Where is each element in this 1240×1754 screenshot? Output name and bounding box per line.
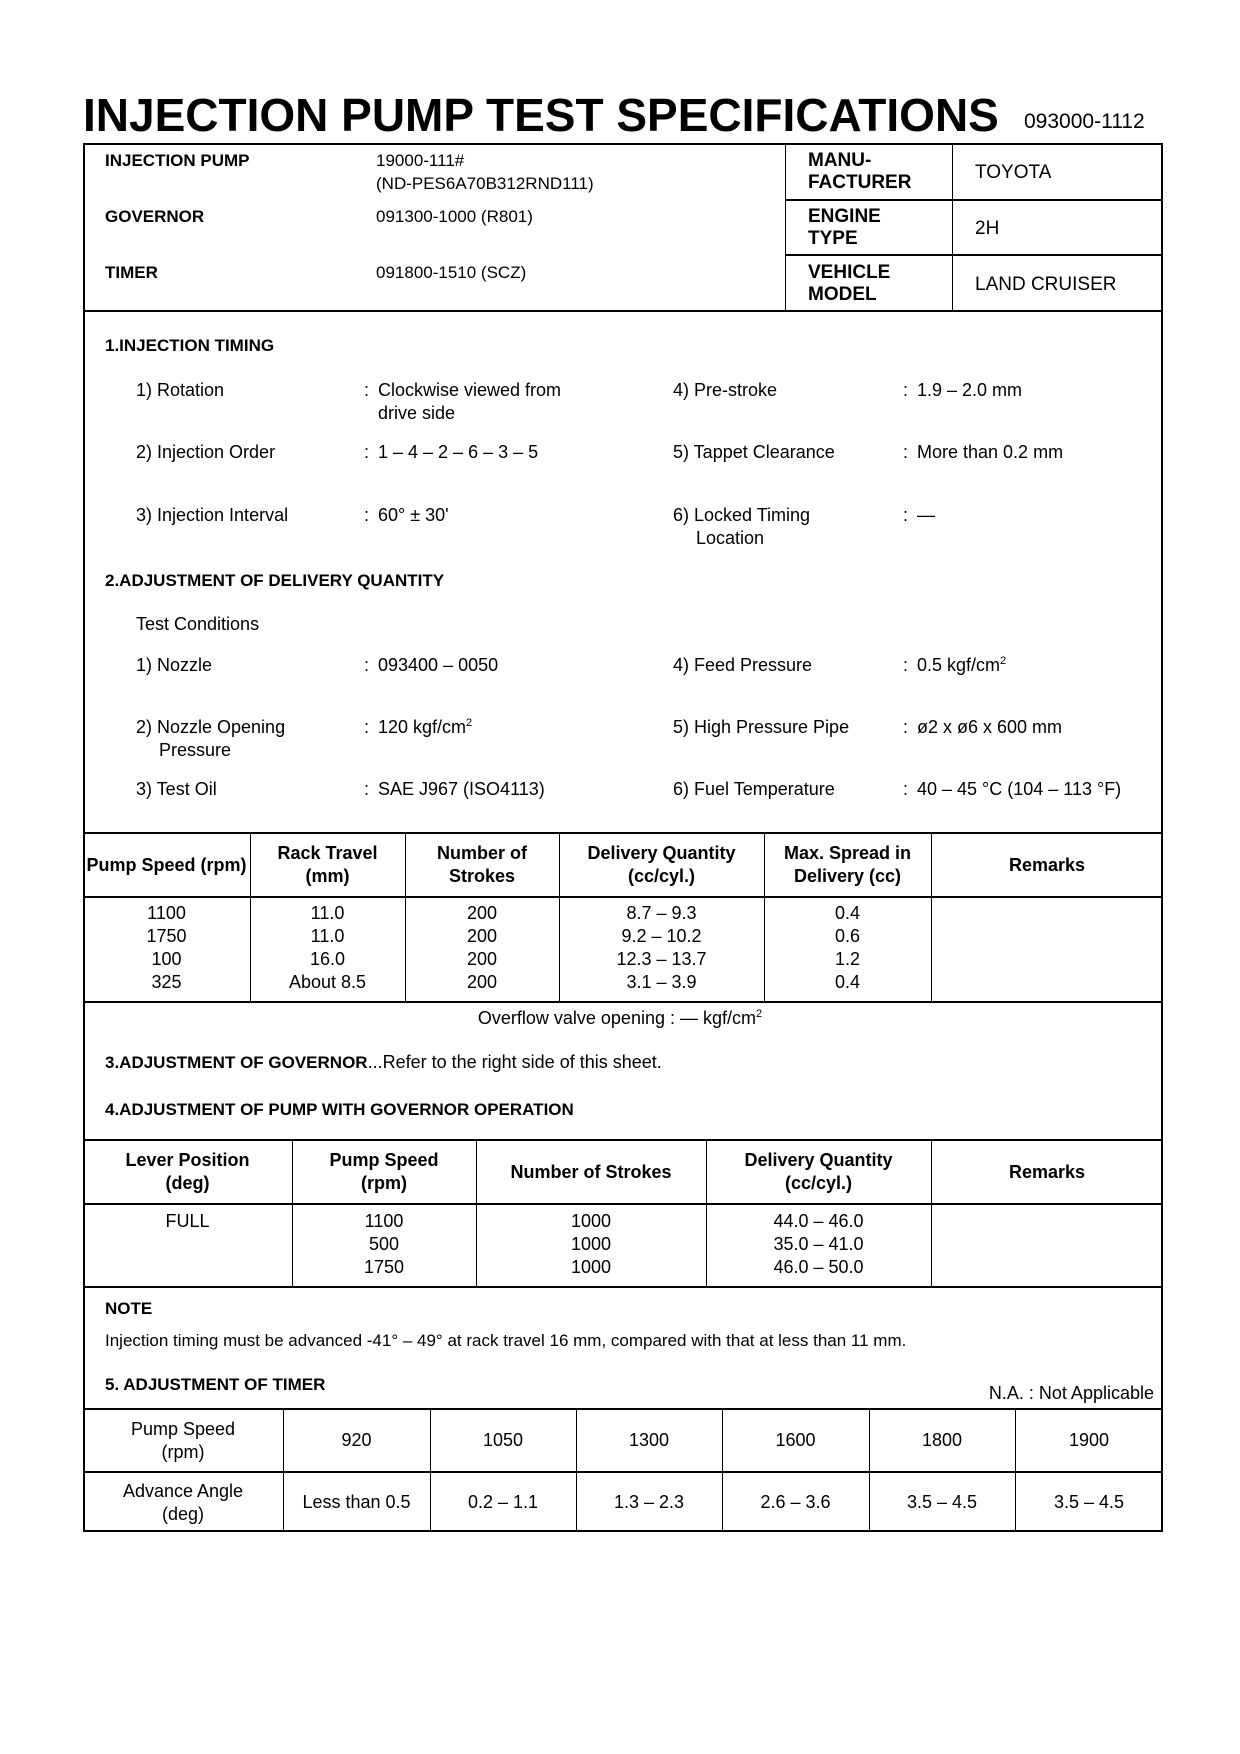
header-line: (cc/cyl.) <box>627 866 696 886</box>
table-cell: 11.0 <box>310 903 345 923</box>
table-cell: 1000 <box>570 1257 612 1277</box>
vehicle-label-line-2: MODEL <box>808 284 877 305</box>
opening-label-line-1: 2) Nozzle Opening <box>136 717 286 737</box>
manufacturer-label-line-1: MANU- <box>808 150 872 171</box>
timer-speed-cell: 1800 <box>921 1430 963 1450</box>
page-title: INJECTION PUMP TEST SPECIFICATIONS <box>83 89 999 141</box>
timer-angle-cell: 2.6 – 3.6 <box>760 1492 831 1512</box>
overflow-text: Overflow valve opening : — kgf/cm <box>477 1008 756 1028</box>
header-text: Pump Speed (rpm) <box>86 854 247 875</box>
section-5-heading: 5. ADJUSTMENT OF TIMER <box>105 1375 326 1394</box>
feed-colon: : <box>903 655 909 675</box>
order-value: 1 – 4 – 2 – 6 – 3 – 5 <box>378 442 539 462</box>
timer-angle-cell: 3.5 – 4.5 <box>1053 1492 1125 1512</box>
section-4-heading: 4.ADJUSTMENT OF PUMP WITH GOVERNOR OPERATION <box>105 1100 574 1119</box>
prestroke-value: 1.9 – 2.0 mm <box>917 380 1023 400</box>
opening-colon: : <box>364 717 370 737</box>
delivery-header-rack-travel <box>250 834 405 896</box>
info-row-line-1 <box>785 199 1163 201</box>
locked-timing-label <box>673 504 810 550</box>
header-text: Remarks <box>1008 854 1086 875</box>
governor-col-pump-speed <box>292 1210 476 1279</box>
table-cell: 11.0 <box>310 926 345 946</box>
interval-colon: : <box>364 505 370 525</box>
delivery-col-rack-travel <box>250 902 405 994</box>
opening-value-text: 120 kgf/cm <box>378 717 467 737</box>
table-cell: 46.0 – 50.0 <box>773 1257 864 1277</box>
table-cell: 200 <box>466 972 498 992</box>
table-cell: 500 <box>368 1234 400 1254</box>
table-cell: 100 <box>151 949 182 969</box>
section-2-heading: 2.ADJUSTMENT OF DELIVERY QUANTITY <box>105 571 445 590</box>
delivery-header-spread <box>764 834 931 896</box>
header-line: Lever Position <box>125 1150 250 1170</box>
vehicle-value: LAND CRUISER <box>975 274 1117 295</box>
header-line: (mm) <box>305 866 350 886</box>
locked-colon: : <box>903 505 909 525</box>
document-number: 093000-1112 <box>1024 110 1145 133</box>
table-cell: 44.0 – 46.0 <box>773 1211 864 1231</box>
header-text: Number of Strokes <box>510 1161 672 1182</box>
opening-value <box>378 717 472 738</box>
table-cell: 1100 <box>147 903 186 923</box>
fuel-temperature-value: 40 – 45 °C (104 – 113 °F) <box>917 779 1122 799</box>
opening-superscript: 2 <box>466 717 473 729</box>
header-line: Delivery Quantity <box>744 1150 893 1170</box>
nozzle-opening-label <box>136 716 285 762</box>
opening-label-line-2: Pressure <box>159 740 232 760</box>
delivery-table-bottom <box>83 1001 1163 1003</box>
timer-speed-cell: 1050 <box>482 1430 524 1450</box>
note-heading: NOTE <box>105 1299 153 1318</box>
engine-label-line-1: ENGINE <box>808 206 881 227</box>
feed-pressure-value <box>917 655 1006 676</box>
timer-speed-cell: 1900 <box>1068 1430 1110 1450</box>
rotation-value-line-2: drive side <box>378 403 456 423</box>
timer-value: 091800-1510 (SCZ) <box>376 263 527 282</box>
table-cell: 1000 <box>570 1234 612 1254</box>
feed-pressure-label: 4) Feed Pressure <box>673 655 813 675</box>
header-line: Strokes <box>448 866 516 886</box>
section-3-text: ...Refer to the right side of this sheet. <box>367 1052 662 1072</box>
header-line: Delivery Quantity <box>587 843 736 863</box>
section-1-heading: 1.INJECTION TIMING <box>105 336 275 355</box>
delivery-col-spread <box>764 902 931 994</box>
governor-table-bottom <box>83 1286 1163 1288</box>
table-cell: 1.2 <box>834 949 861 969</box>
delivery-col-pump-speed <box>83 902 250 994</box>
manufacturer-value: TOYOTA <box>975 162 1052 183</box>
timer-angle-cell: 0.2 – 1.1 <box>467 1492 539 1512</box>
header-line: Delivery (cc) <box>793 866 902 886</box>
delivery-header-bottom <box>83 896 1163 898</box>
governor-label: GOVERNOR <box>105 207 205 226</box>
oil-colon: : <box>364 779 370 799</box>
timer-angle-cell: 1.3 – 2.3 <box>613 1492 685 1512</box>
timer-row-label-speed <box>83 1410 283 1471</box>
overflow-superscript: 2 <box>756 1008 763 1020</box>
row-label-text <box>131 1418 235 1464</box>
rotation-label: 1) Rotation <box>136 380 225 400</box>
tappet-label: 5) Tappet Clearance <box>673 442 835 462</box>
governor-header-remarks <box>931 1141 1163 1203</box>
delivery-col-strokes <box>405 902 559 994</box>
table-cell: 16.0 <box>309 949 346 969</box>
feed-value-text: 0.5 kgf/cm <box>917 655 1001 675</box>
header-line: Rack Travel <box>277 843 378 863</box>
section-3-title: 3.ADJUSTMENT OF GOVERNOR <box>105 1053 368 1072</box>
fuel-colon: : <box>903 779 909 799</box>
row-label-line: (rpm) <box>161 1441 205 1462</box>
section-3-heading <box>105 1052 662 1073</box>
pipe-label: 5) High Pressure Pipe <box>673 717 850 737</box>
governor-col-strokes <box>476 1210 706 1279</box>
test-conditions-label: Test Conditions <box>136 614 260 634</box>
timer-angle-cell: Less than 0.5 <box>302 1492 411 1512</box>
engine-label <box>808 206 881 250</box>
timer-speed-cell: 1600 <box>775 1430 816 1450</box>
table-cell: About 8.5 <box>288 972 367 992</box>
prestroke-label: 4) Pre-stroke <box>673 380 778 400</box>
rotation-colon: : <box>364 380 370 400</box>
tappet-colon: : <box>903 442 909 462</box>
order-label: 2) Injection Order <box>136 442 276 462</box>
interval-label: 3) Injection Interval <box>136 505 289 525</box>
table-cell: 1750 <box>146 926 187 946</box>
row-label-line: (deg) <box>161 1503 205 1524</box>
pipe-colon: : <box>903 717 909 737</box>
prestroke-colon: : <box>903 380 909 400</box>
timer-label: TIMER <box>105 263 158 282</box>
header-line: (rpm) <box>361 1173 407 1193</box>
governor-col-quantity <box>706 1210 931 1279</box>
manufacturer-label <box>808 150 911 194</box>
table-cell: 0.6 <box>834 926 861 946</box>
header-text: Remarks <box>1008 1161 1086 1182</box>
table-cell: FULL <box>165 1211 210 1231</box>
info-divider-1 <box>785 143 786 311</box>
header-line: Pump Speed <box>329 1150 439 1170</box>
table-cell: 12.3 – 13.7 <box>616 949 707 969</box>
delivery-header-remarks <box>931 834 1163 896</box>
overflow-valve-note <box>0 1008 1240 1029</box>
interval-value: 60° ± 30' <box>378 505 449 525</box>
engine-value: 2H <box>975 218 1000 239</box>
governor-header-pump-speed <box>292 1141 476 1203</box>
governor-col-lever <box>83 1210 292 1233</box>
delivery-header-pump-speed <box>83 834 250 896</box>
header-text <box>437 842 527 888</box>
fuel-temperature-label: 6) Fuel Temperature <box>673 779 835 799</box>
rotation-value <box>378 379 561 425</box>
feed-superscript: 2 <box>1000 655 1007 667</box>
test-oil-value: SAE J967 (ISO4113) <box>378 779 545 799</box>
governor-header-strokes <box>476 1141 706 1203</box>
row-label-line: Advance Angle <box>122 1480 244 1501</box>
governor-header-bottom <box>83 1203 1163 1205</box>
table-cell: 1000 <box>570 1211 612 1231</box>
tappet-value: More than 0.2 mm <box>917 442 1064 462</box>
table-cell: 35.0 – 41.0 <box>773 1234 864 1254</box>
vehicle-label-line-1: VEHICLE <box>808 262 891 283</box>
table-cell: 3.1 – 3.9 <box>626 972 697 992</box>
timer-speed-cell: 920 <box>341 1430 372 1450</box>
rotation-value-line-1: Clockwise viewed from <box>378 380 562 400</box>
header-text <box>784 842 911 888</box>
delivery-col-quantity <box>559 902 764 994</box>
pipe-value: ø2 x ø6 x 600 mm <box>917 717 1063 737</box>
header-line: (cc/cyl.) <box>784 1173 853 1193</box>
info-bottom-line <box>83 310 1163 312</box>
table-cell: 9.2 – 10.2 <box>621 926 702 946</box>
governor-value: 091300-1000 (R801) <box>376 207 533 226</box>
header-text <box>587 842 735 888</box>
test-oil-label: 3) Test Oil <box>136 779 217 799</box>
timer-speed-cell: 1300 <box>628 1430 670 1450</box>
table-cell: 0.4 <box>834 903 861 923</box>
header-text <box>744 1149 892 1195</box>
nozzle-label: 1) Nozzle <box>136 655 213 675</box>
info-row-line-2 <box>785 254 1163 256</box>
nozzle-colon: : <box>364 655 370 675</box>
table-cell: 200 <box>466 903 498 923</box>
header-text <box>277 842 377 888</box>
pump-value-1: 19000-111# <box>376 151 465 170</box>
timer-angle-cell: 3.5 – 4.5 <box>906 1492 978 1512</box>
order-colon: : <box>364 442 370 462</box>
locked-label-line-2: Location <box>696 528 765 548</box>
timer-row-label-angle <box>83 1473 283 1532</box>
info-divider-2 <box>952 143 953 311</box>
pump-value-2: (ND-PES6A70B312RND111) <box>376 174 594 193</box>
nozzle-value: 093400 – 0050 <box>378 655 499 675</box>
locked-value: — <box>917 505 935 525</box>
not-applicable-note: N.A. : Not Applicable <box>988 1383 1154 1403</box>
locked-label-line-1: 6) Locked Timing <box>673 505 811 525</box>
governor-header-quantity <box>706 1141 931 1203</box>
header-line: (deg) <box>165 1173 210 1193</box>
engine-label-line-2: TYPE <box>808 228 858 249</box>
note-text: Injection timing must be advanced -41° – 49° at rack travel 16 mm, compared with that at less than 11 mm. <box>105 1331 907 1350</box>
governor-header-lever <box>83 1141 292 1203</box>
table-cell: 1100 <box>364 1211 404 1231</box>
pump-label: INJECTION PUMP <box>105 151 250 170</box>
row-label-line: Pump Speed <box>130 1418 236 1439</box>
row-label-text <box>123 1480 243 1526</box>
vehicle-label <box>808 262 890 306</box>
table-cell: 0.4 <box>834 972 861 992</box>
header-text <box>125 1149 249 1195</box>
delivery-header-strokes <box>405 834 559 896</box>
table-cell: 200 <box>466 926 498 946</box>
table-cell: 325 <box>151 972 182 992</box>
header-line: Number of <box>437 843 527 863</box>
header-text <box>329 1149 438 1195</box>
table-cell: 200 <box>466 949 498 969</box>
delivery-header-quantity <box>559 834 764 896</box>
table-cell: 8.7 – 9.3 <box>626 903 697 923</box>
manufacturer-label-line-2: FACTURER <box>808 172 912 193</box>
table-cell: 1750 <box>363 1257 405 1277</box>
header-line: Max. Spread in <box>783 843 912 863</box>
